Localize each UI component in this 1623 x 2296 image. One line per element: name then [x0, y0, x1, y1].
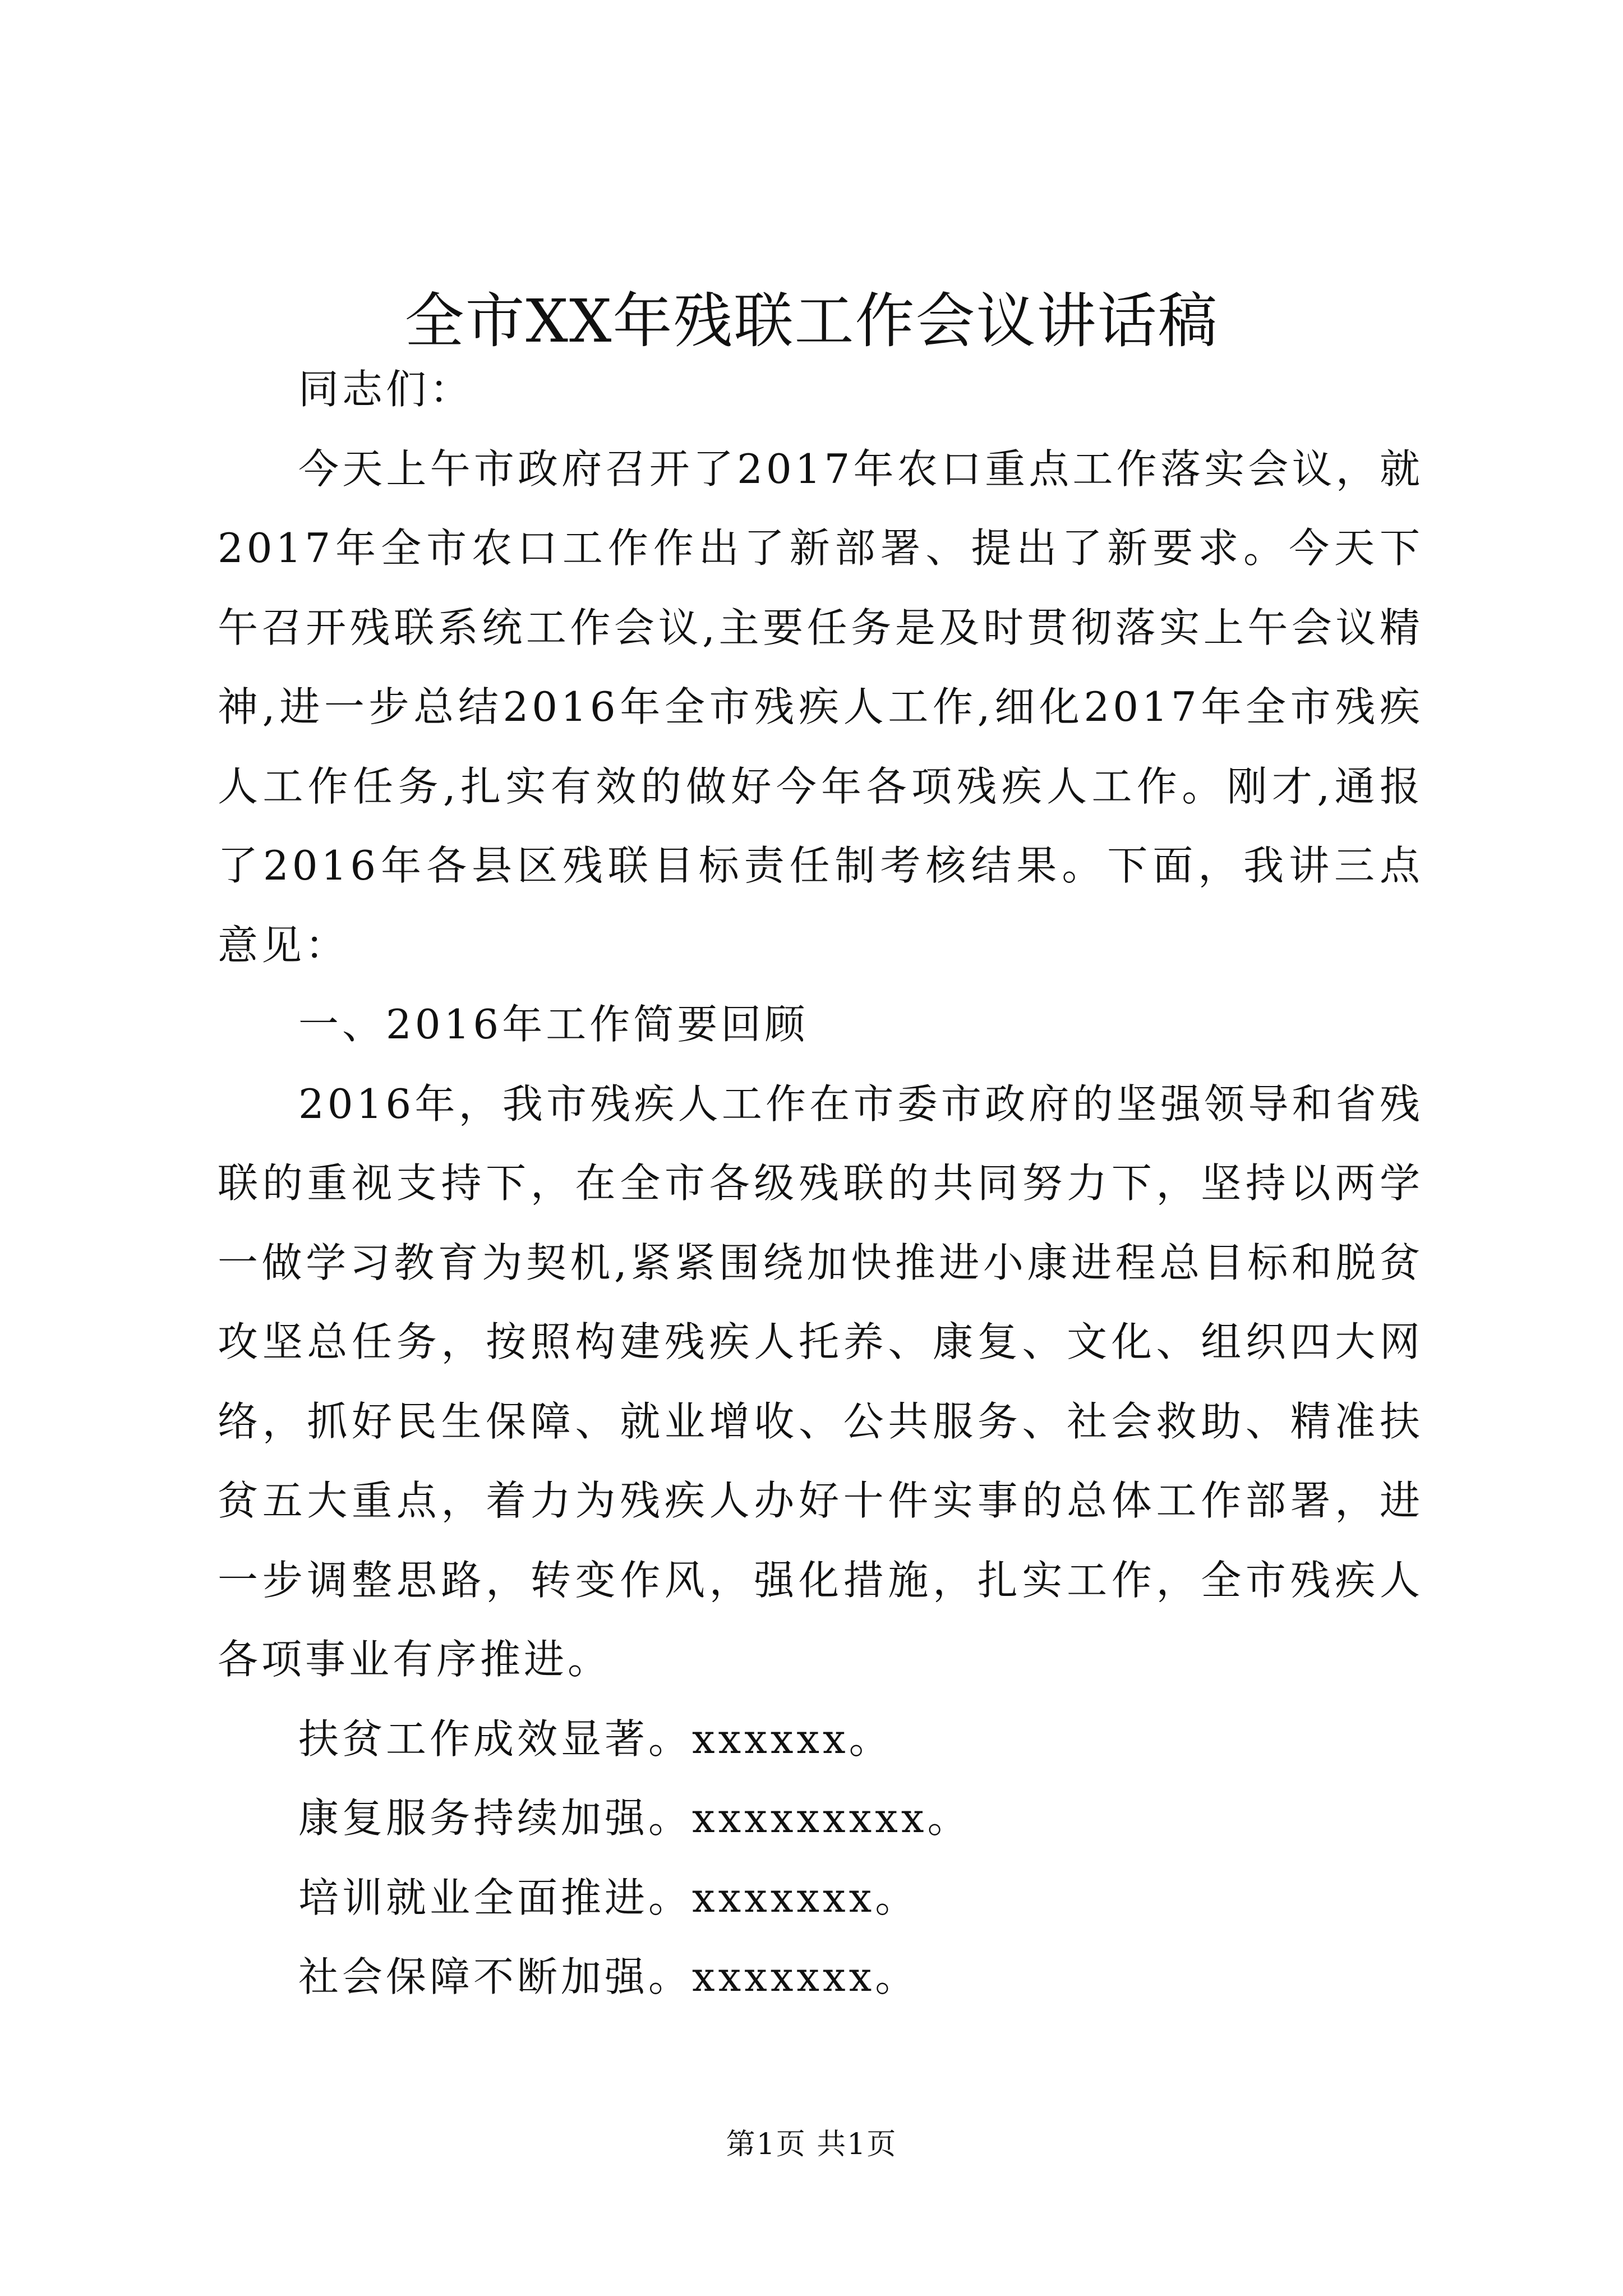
- review-paragraph: 2016年，我市残疾人工作在市委市政府的坚强领导和省残联的重视支持下，在全市各级残联的共同努力下，坚持以两学一做学习教育为契机,紧紧围绕加快推进小康进程总目标和脱贫攻坚总任务，按照构建残疾人托养、康复、文化、组织四大网络，抓好民生保障、就业增收、公共服务、社会救助、精准扶贫五大重点，着力为残疾人办好十件实事的总体工作部署，进一步调整思路，转变作风，强化措施，扎实工作，全市残疾人各项事业有序推进。: [218, 1080, 1423, 1683]
- item-employment-training: 培训就业全面推进。xxxxxxx。: [298, 1874, 919, 1921]
- item-poverty-alleviation: 扶贫工作成效显著。xxxxxx。: [298, 1715, 893, 1763]
- page-footer: 第1页 共1页: [726, 2128, 897, 2161]
- intro-paragraph: 今天上午市政府召开了2017年农口重点工作落实会议，就2017年全市农口工作作出了新部署、提出了新要求。今天下午召开残联系统工作会议,主要任务是及时贯彻落实上午会议精神,进一步总结2016年全市残疾人工作,细化2017年全市残疾人工作任务,扎实有效的做好今年各项残疾人工作。刚才,通报了2016年各县区残联目标责任制考核结果。下面，我讲三点意见：: [218, 445, 1423, 969]
- section-heading: 一、2016年工作简要回顾: [298, 1001, 809, 1048]
- document-body: [218, 350, 1423, 2017]
- salutation-paragraph: 同志们：: [298, 366, 474, 413]
- document-title: 全市XX年残联工作会议讲话稿: [404, 287, 1219, 356]
- item-rehabilitation: 康复服务持续加强。xxxxxxxxx。: [298, 1795, 971, 1842]
- item-social-security: 社会保障不断加强。xxxxxxx。: [298, 1953, 919, 2000]
